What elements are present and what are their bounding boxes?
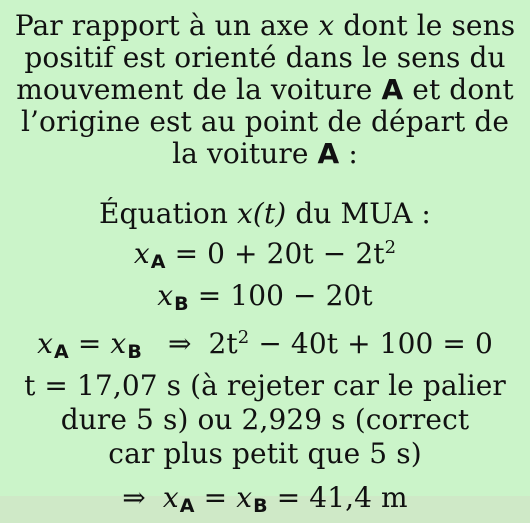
final-subscript-a: A (179, 495, 195, 517)
equation-b (0, 279, 530, 321)
quadratic-part-2: − 40t + 100 = 0 (258, 327, 493, 360)
equation-title-post: du MUA : (295, 197, 431, 230)
intro-line-1-text: Par rapport à un axe (14, 9, 310, 42)
final-result (0, 481, 530, 523)
final-equal-2: = (276, 481, 301, 514)
x-symbol-b-2: x (110, 327, 127, 360)
x-symbol-a: x (133, 237, 150, 270)
final-equal-1: = (203, 481, 228, 514)
equation-title-pre: Équation (99, 197, 229, 230)
equation-section (0, 197, 530, 523)
subscript-b: B (174, 293, 189, 315)
x-symbol-b: x (157, 279, 174, 312)
final-subscript-b: B (253, 495, 268, 517)
square-exponent: 2 (384, 237, 397, 258)
intro-line-4: l’origine est au point de départ de (20, 105, 510, 138)
implies-arrow: ⇒ (167, 327, 192, 360)
car-a-label-2: A (317, 137, 340, 170)
quadratic-exponent: 2 (237, 327, 250, 348)
final-implies-arrow: ⇒ (122, 481, 146, 514)
intro-text (0, 10, 530, 170)
intro-line-2: positif est orienté dans le sens du (24, 41, 506, 74)
intro-line-3-post: et dont (412, 73, 514, 106)
car-a-label: A (381, 73, 404, 106)
solution-line-1: t = 17,07 s (à rejeter car le palier (24, 369, 506, 402)
axis-symbol: x (318, 9, 335, 42)
x-symbol-a-2: x (37, 327, 53, 360)
quadratic-part-1: 2t (208, 327, 238, 360)
equal-sign: = (77, 327, 102, 360)
intro-line-3-pre: mouvement de la voiture (16, 73, 373, 106)
final-x-symbol-b: x (236, 481, 253, 514)
final-x-symbol-a: x (162, 481, 179, 514)
intro-line-1 (0, 10, 530, 42)
equation-title-function: x(t) (237, 197, 287, 230)
subscript-b-2: B (127, 341, 142, 363)
solution-line-3: car plus petit que 5 s) (108, 437, 422, 470)
final-value: 41,4 m (309, 481, 408, 514)
intro-line-5-post: : (348, 137, 358, 170)
equation-a (0, 231, 530, 279)
equation-title (0, 197, 530, 231)
subscript-a: A (150, 251, 166, 273)
intro-line-1-tail: dont le sens (343, 9, 516, 42)
equation-a-rhs: = 0 + 20t − 2t (174, 237, 385, 270)
equality-implication (0, 321, 530, 369)
equation-b-rhs: = 100 − 20t (197, 279, 373, 312)
intro-line-3 (0, 74, 530, 106)
solution-line-2: dure 5 s) ou 2,929 s (correct (60, 403, 470, 436)
subscript-a-2: A (54, 341, 69, 363)
intro-line-5 (0, 138, 530, 170)
intro-line-5-pre: la voiture (172, 137, 309, 170)
